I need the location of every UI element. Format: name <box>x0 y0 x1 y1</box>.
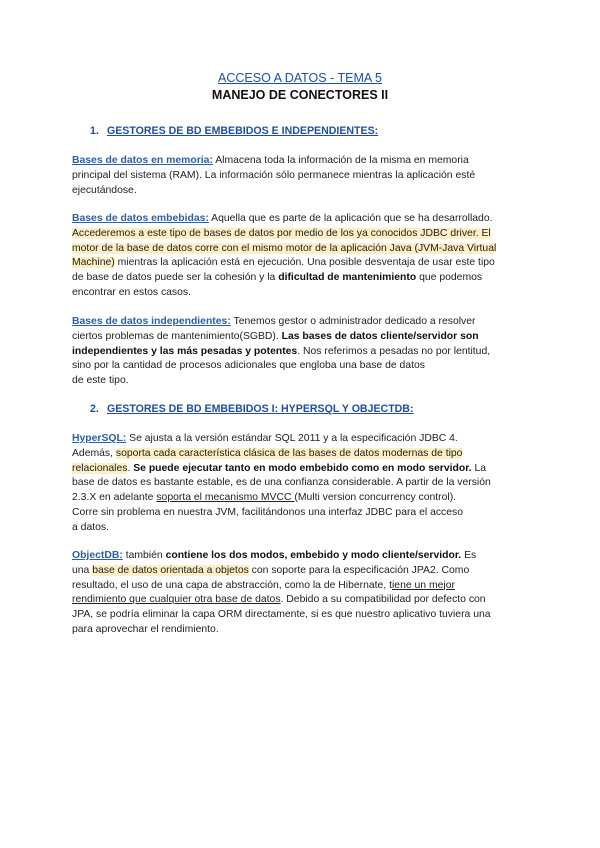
bold-text: Se puede ejecutar tanto en modo embebido como en modo servidor. <box>133 462 472 474</box>
text: con soporte para la especificación JPA2. Como <box>248 564 470 576</box>
line: JPA, se podría eliminar la capa ORM directamente, si es que nuestro aplicativo tuviera una <box>72 609 491 621</box>
line <box>72 593 532 608</box>
line <box>72 271 532 286</box>
line: para aprovechar el rendimiento. <box>72 623 219 635</box>
line <box>72 579 532 594</box>
paragraph-embebidas <box>72 212 532 301</box>
line: Corre sin problema en nuestra JVM, facilitándonos una interfaz JDBC para el acceso <box>72 506 463 518</box>
section-title: GESTORES DE BD EMBEBIDOS E INDEPENDIENTES: <box>107 125 379 137</box>
text: Se ajusta a la versión estándar SQL 2011 y a la especificación JDBC 4. <box>126 433 458 444</box>
section-heading-2 <box>90 403 414 415</box>
line <box>72 227 532 242</box>
term-objectdb: ObjectDB: <box>72 550 123 561</box>
line <box>72 432 532 447</box>
line: ejecutándose. <box>72 184 137 196</box>
underlined-text: iene un mejor <box>392 579 455 591</box>
highlight: motor de la base de datos corre con el mismo motor de la aplicación Java (JVM-Java Virtual <box>72 242 497 254</box>
text: Además, <box>72 447 116 459</box>
line <box>72 491 532 506</box>
underlined-text: soporta el mecanismo MVCC <box>156 492 295 504</box>
line <box>72 447 532 462</box>
text: Aquella que es parte de la aplicación que se ha desarrollado. <box>208 213 493 224</box>
text: Almacena toda la información de la misma en memoria <box>212 155 469 166</box>
line: a datos. <box>72 521 109 533</box>
text: . Nos referimos a pesadas no por lentitud, <box>297 345 491 357</box>
line <box>72 212 532 227</box>
text: 2.3.X en adelante <box>72 492 157 504</box>
highlight: base de datos orientada a objetos <box>92 564 249 576</box>
line <box>72 549 532 564</box>
paragraph-memoria <box>72 154 532 198</box>
text: que podemos <box>416 272 483 284</box>
text: Tenemos gestor o administrador dedicado a resolver <box>230 316 476 327</box>
line: de este tipo. <box>72 375 129 387</box>
line <box>72 564 532 579</box>
section-title: GESTORES DE BD EMBEBIDOS I: HYPERSQL Y OBJECTDB: <box>107 403 414 415</box>
line: encontrar en estos casos. <box>72 286 191 298</box>
text: . <box>127 462 134 474</box>
bold-text: dificultad de mantenimiento <box>278 272 417 284</box>
text: . Debido a su compatibilidad por defecto con <box>280 594 486 606</box>
line <box>72 462 532 477</box>
highlight: relacionales <box>72 462 128 474</box>
line: principal del sistema (RAM). La información sólo permanece mientras la aplicación esté <box>72 169 476 181</box>
section-number: 1. <box>90 125 99 137</box>
text: también <box>122 550 166 561</box>
text: Es <box>461 550 477 561</box>
paragraph-independientes <box>72 315 532 389</box>
bold-text: independientes y las más pesadas y potentes <box>72 345 298 357</box>
text: una <box>72 564 93 576</box>
underlined-text: rendimiento que cualquier otra base de datos <box>72 594 281 606</box>
line <box>72 256 532 271</box>
bold-text: Las bases de datos cliente/servidor son <box>281 330 479 342</box>
highlight: soporta cada característica clásica de las bases de datos modernas de tipo <box>115 447 463 459</box>
bold-text: contiene los dos modos, embebido y modo cliente/servidor. <box>165 550 462 561</box>
text: La <box>471 462 487 474</box>
text: (Multi version concurrency control). <box>294 492 457 504</box>
term-memoria: Bases de datos en memoria: <box>72 155 213 166</box>
highlight: Machine) <box>72 257 115 269</box>
text: mientras la aplicación está en ejecución. Una posible desventaja de usar este tipo <box>114 257 495 269</box>
line <box>72 315 532 330</box>
line <box>72 345 532 360</box>
line: base de datos es bastante estable, es de una confianza considerable. A partir de la versión <box>72 477 491 489</box>
text: de base de datos puede ser la cohesión y la <box>72 272 279 284</box>
term-independientes: Bases de datos independientes: <box>72 316 231 327</box>
text: resultado, el uso de una capa de abstracción, como la de Hibernate, t <box>72 579 392 591</box>
document-subtitle: MANEJO DE CONECTORES II <box>211 88 389 102</box>
line <box>72 242 532 257</box>
term-embebidas: Bases de datos embebidas: <box>72 213 209 224</box>
term-hypersql: HyperSQL: <box>72 433 127 444</box>
highlight: Accederemos a este tipo de bases de datos por medio de los ya conocidos JDBC driver. El <box>72 227 491 239</box>
line: sino por la cantidad de procesos adicionales que engloba una base de datos <box>72 360 425 372</box>
section-number: 2. <box>90 403 99 415</box>
text: ciertos problemas de mantenimiento(SGBD). <box>72 330 282 342</box>
line <box>72 154 532 169</box>
paragraph-hypersql <box>72 432 532 536</box>
paragraph-objectdb <box>72 549 532 638</box>
line <box>72 330 532 345</box>
document-title: ACCESO A DATOS - TEMA 5 <box>218 71 382 85</box>
section-heading-1 <box>90 125 378 137</box>
